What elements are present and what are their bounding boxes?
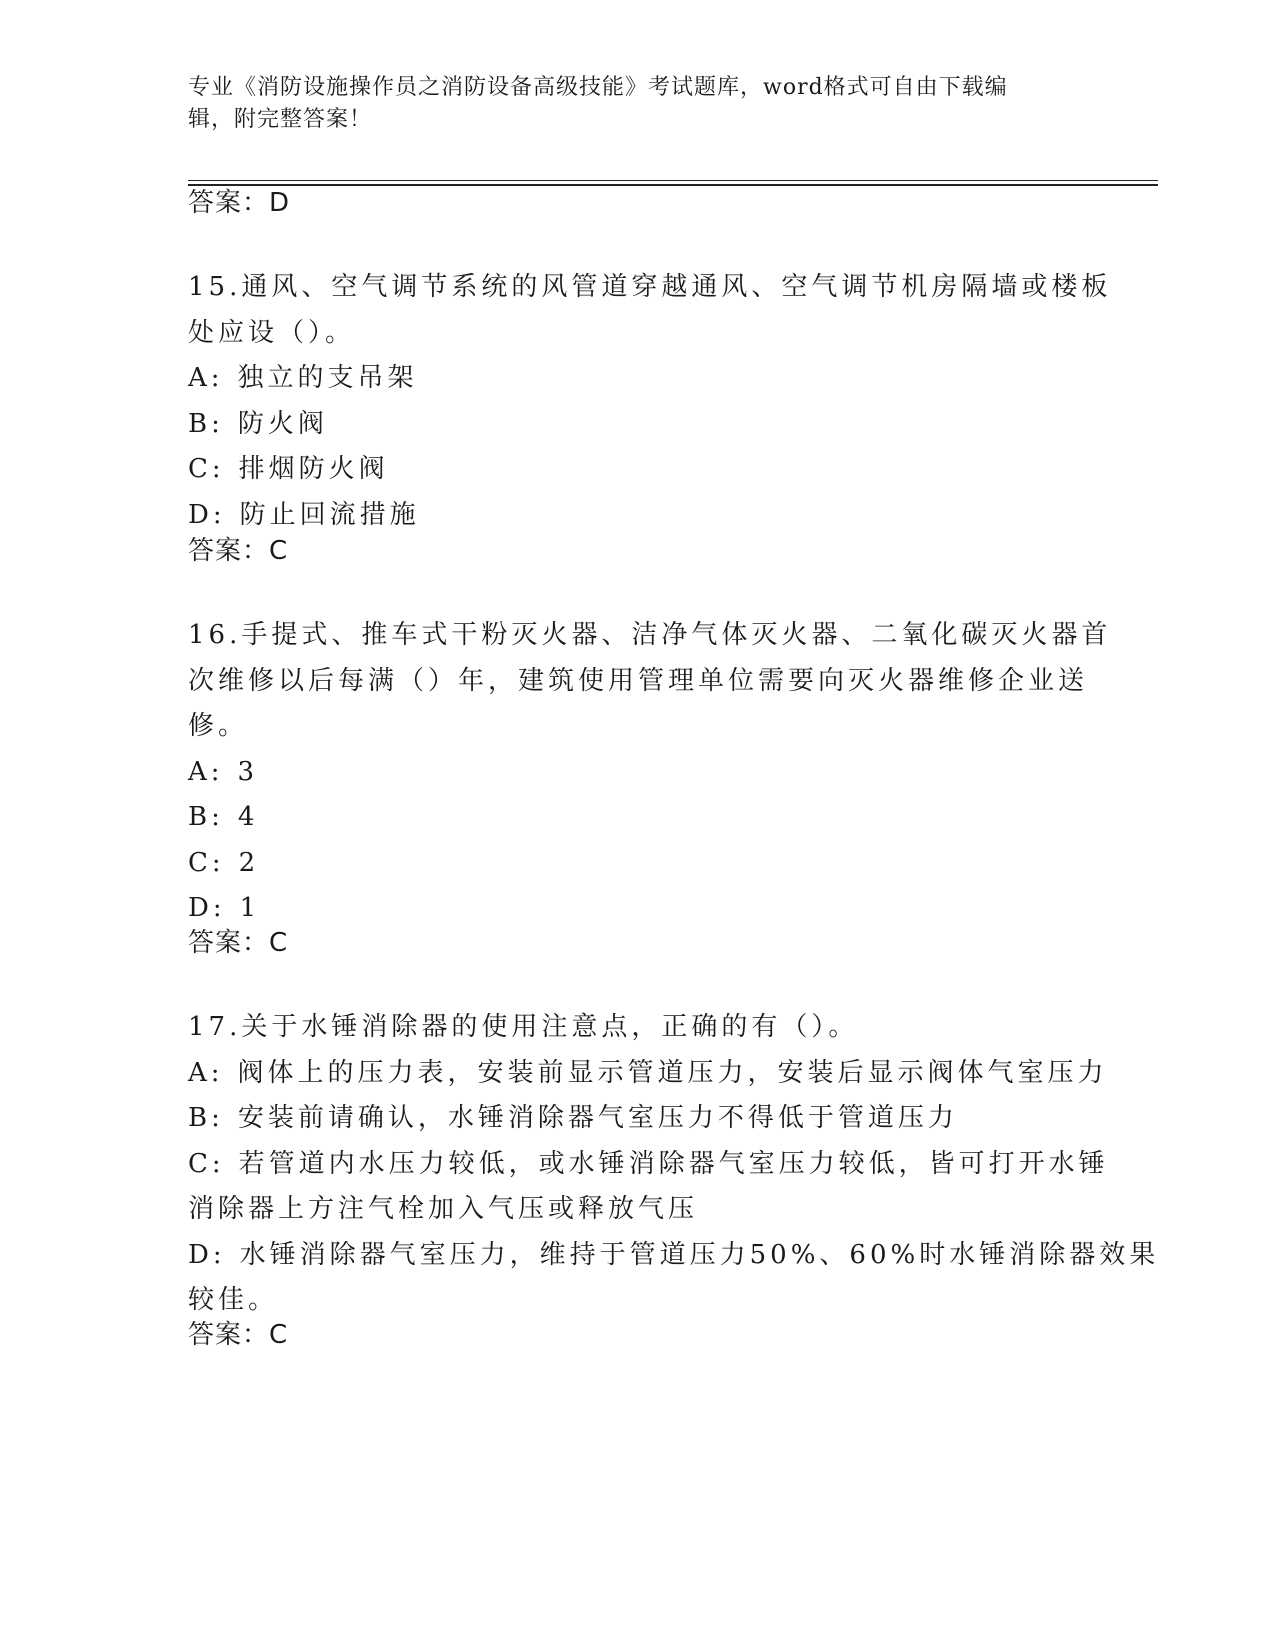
option-d (188, 1233, 1160, 1279)
option-text: 2 (238, 847, 260, 878)
option-text: 防火阀 (237, 408, 328, 439)
question-17 (188, 1005, 1160, 1324)
document-header (188, 72, 1088, 136)
header-line-2: 辑，附完整答案！ (188, 107, 373, 132)
option-text: 独立的支吊架 (237, 363, 418, 393)
option-text: 水锤消除器气室压力，维持于管道压力50%、60%时水锤消除器效果 (239, 1239, 1160, 1270)
option-key: C: (188, 1148, 225, 1179)
option-key: B: (188, 802, 224, 832)
answer-label: 答案： (188, 1320, 270, 1350)
option-key: D: (188, 499, 226, 530)
option-text: 3 (237, 756, 259, 787)
answer-label: 答案： (188, 188, 270, 218)
option-c (188, 1142, 1109, 1188)
answer-value: C (269, 1320, 289, 1350)
option-d (188, 493, 1088, 539)
option-key: C: (188, 847, 225, 878)
option-d (188, 886, 1088, 932)
answer-label: 答案： (188, 536, 270, 566)
option-key: A: (188, 756, 224, 787)
option-a (188, 750, 1088, 796)
option-b (188, 402, 1088, 448)
option-c-continued: 消除器上方注气栓加入气压或释放气压 (188, 1194, 699, 1224)
option-c (188, 447, 1088, 493)
question-stem-line: 修。 (188, 711, 249, 741)
question-16-answer (188, 926, 288, 960)
option-text: 安装前请确认，水锤消除器气室压力不得低于管道压力 (237, 1103, 958, 1133)
option-a (188, 356, 1088, 402)
question-stem-line: 16.手提式、推车式干粉灭火器、洁净气体灭火器、二氧化碳灭火器首 (188, 620, 1112, 650)
option-text: 阀体上的压力表，安装前显示管道压力，安装后显示阀体气室压力 (237, 1057, 1108, 1088)
header-divider-thick (188, 184, 1158, 186)
option-key: A: (188, 363, 224, 393)
header-line-1: 专业《消防设施操作员之消防设备高级技能》考试题库，word格式可自由下载编 (188, 75, 1008, 100)
option-a (188, 1051, 1108, 1097)
option-text: 排烟防火阀 (238, 454, 389, 484)
question-15 (188, 265, 1112, 538)
question-16 (188, 613, 1112, 932)
option-text: 1 (239, 893, 261, 923)
question-stem-line: 15.通风、空气调节系统的风管道穿越通风、空气调节机房隔墙或楼板 (188, 272, 1112, 302)
header-divider-thin (188, 180, 1158, 181)
option-key: B: (188, 1103, 224, 1133)
option-key: D: (188, 1239, 226, 1270)
option-key: D: (188, 893, 226, 923)
answer-label: 答案： (188, 928, 270, 958)
option-b (188, 1096, 1088, 1142)
question-stem-line: 17.关于水锤消除器的使用注意点，正确的有（）。 (188, 1012, 859, 1042)
option-key: C: (188, 454, 225, 484)
answer-value: C (269, 928, 289, 958)
option-b (188, 795, 1088, 841)
question-15-answer (188, 534, 288, 568)
answer-value: D (269, 188, 291, 218)
option-text: 防止回流措施 (239, 499, 420, 530)
answer-value: C (269, 536, 289, 566)
option-key: B: (188, 408, 224, 439)
option-text: 若管道内水压力较低，或水锤消除器气室压力较低，皆可打开水锤 (238, 1148, 1109, 1179)
question-stem-line: 处应设（）。 (188, 317, 356, 348)
option-key: A: (188, 1057, 224, 1088)
option-text: 4 (237, 802, 259, 832)
previous-answer (188, 186, 290, 220)
option-c (188, 841, 1088, 887)
question-stem-line: 次维修以后每满（）年，建筑使用管理单位需要向灭火器维修企业送 (188, 665, 1089, 696)
question-17-answer (188, 1318, 288, 1352)
option-d-continued: 较佳。 (188, 1285, 279, 1315)
